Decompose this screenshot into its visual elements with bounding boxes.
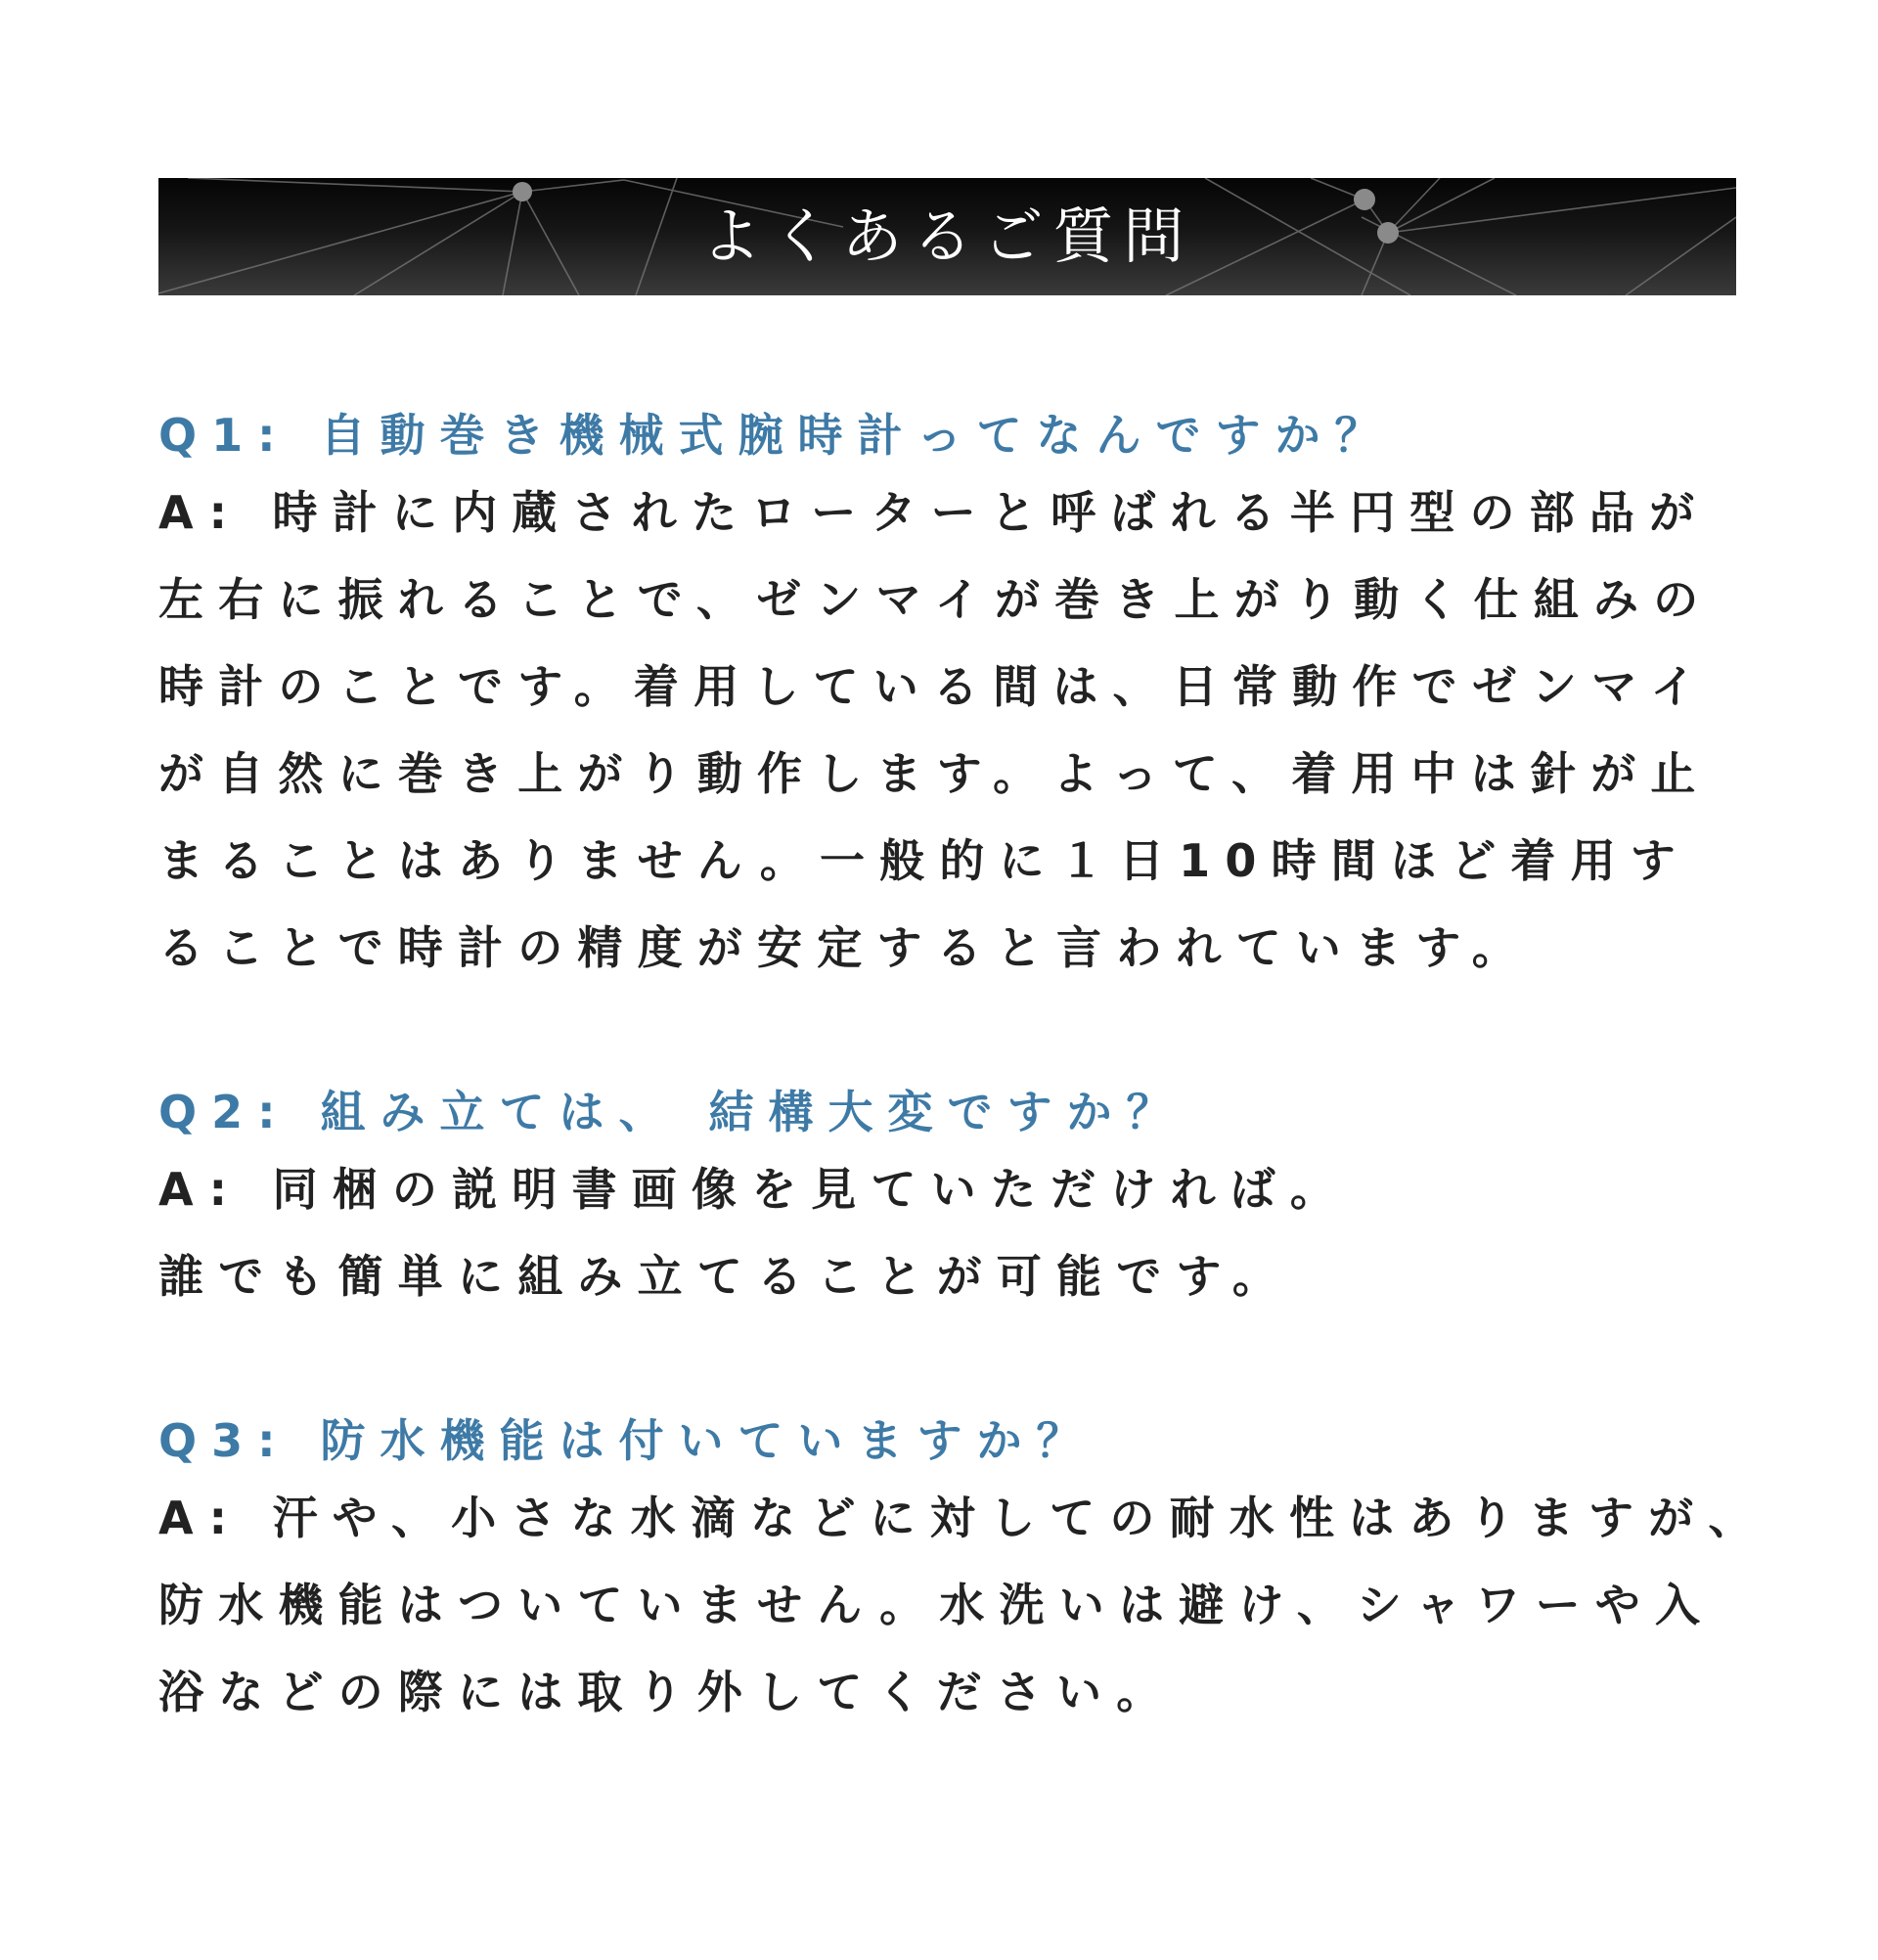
faq-item xyxy=(158,401,1772,992)
page-title: よくあるご質問 xyxy=(700,200,1194,272)
answer-line: 時計のことです。着用している間は、日常動作でゼンマイ xyxy=(158,660,1711,713)
faq-question: Q1: 自動巻き機械式腕時計ってなんですか？ xyxy=(158,409,1395,462)
faq-answer xyxy=(158,1146,1772,1320)
answer-line: 浴などの際には取り外してください。 xyxy=(158,1666,1177,1718)
answer-line: A: 時計に内蔵されたローターと呼ばれる半円型の部品が xyxy=(158,486,1710,539)
answer-line: が自然に巻き上がり動作します。よって、着用中は針が止 xyxy=(158,747,1711,800)
faq-item xyxy=(158,1078,1772,1320)
faq-answer xyxy=(158,469,1772,992)
answer-line: まることはありません。一般的に１日10時間ほど着用す xyxy=(158,834,1690,887)
answer-line: ることで時計の精度が安定すると言われています。 xyxy=(158,921,1532,974)
faq-answer xyxy=(158,1475,1772,1736)
answer-line: 防水機能はついていません。水洗いは避け、シャワーや入 xyxy=(158,1579,1716,1631)
faq-question: Q2: 組み立ては、 結構大変ですか？ xyxy=(158,1086,1186,1138)
faq-list xyxy=(158,401,1772,1736)
answer-line: 左右に振れることで、ゼンマイが巻き上がり動く仕組みの xyxy=(158,573,1714,626)
faq-item xyxy=(158,1406,1772,1736)
answer-line: 誰でも簡単に組み立てることが可能です。 xyxy=(158,1250,1293,1303)
answer-line: A: 汗や、小さな水滴などに対しての耐水性はありますが、 xyxy=(158,1492,1768,1544)
faq-header-banner xyxy=(158,178,1736,295)
answer-line: A: 同梱の説明書画像を見ていただければ。 xyxy=(158,1163,1351,1216)
faq-question: Q3: 防水機能は付いていますか？ xyxy=(158,1414,1096,1467)
